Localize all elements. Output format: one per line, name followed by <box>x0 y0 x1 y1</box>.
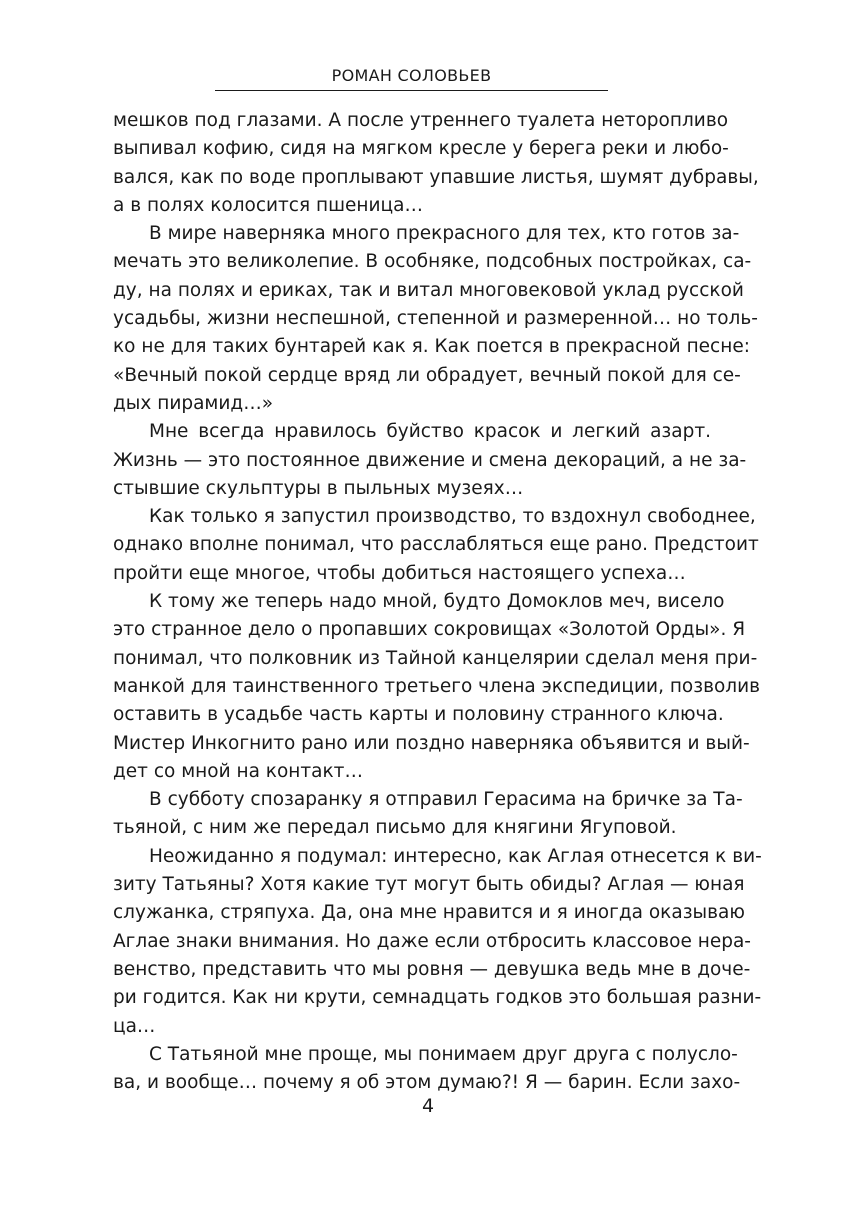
text-line: ва, и вообще… почему я об этом думаю?! Я — барин. Если захо- <box>113 1072 741 1094</box>
text-line: тьяной, с ним же передал письмо для княгини Ягуповой. <box>113 817 677 839</box>
text-line: дет со мной на контакт… <box>113 760 363 782</box>
text-line: выпивал кофию, сидя на мягком кресле у берега реки и любо- <box>113 138 729 160</box>
text-line: «Вечный покой сердце вряд ли обрадует, вечный покой для се- <box>113 364 741 386</box>
text-line: дых пирамид…» <box>113 392 274 414</box>
text-line: венство, представить что мы ровня — девушка ведь мне в доче- <box>113 958 751 980</box>
text-line: Неожиданно я подумал: интересно, как Аглая отнесется к ви- <box>149 845 762 867</box>
text-line: это странное дело о пропавших сокровищах «Золотой Орды». Я <box>113 619 746 641</box>
text-line: ко не для таких бунтарей как я. Как поется в прекрасной песне: <box>113 336 750 358</box>
text-line: стывшие скульптуры в пыльных музеях… <box>113 477 524 499</box>
text-line: однако вполне понимал, что расслабляться еще рано. Предстоит <box>113 534 759 556</box>
header-rule <box>215 90 608 91</box>
text-line: пройти еще многое, чтобы добиться настоящего успеха… <box>113 562 686 584</box>
text-line: зиту Татьяны? Хотя какие тут могут быть обиды? Аглая — юная <box>113 874 745 896</box>
text-line: мечать это великолепие. В особняке, подсобных постройках, са- <box>113 251 752 273</box>
text-line: Как только я запустил производство, то вздохнул свободнее, <box>149 506 756 528</box>
page-number: 4 <box>421 1095 435 1117</box>
text-line: ри годится. Как ни крути, семнадцать годков это большая разни- <box>113 987 762 1009</box>
text-line: Мистер Инкогнито рано или поздно наверняка объявится и вый- <box>113 732 750 754</box>
text-line: В мире наверняка много прекрасного для тех, кто готов за- <box>149 223 740 245</box>
text-line: К тому же теперь надо мной, будто Домоклов меч, висело <box>149 591 725 613</box>
text-line: ца… <box>113 1015 156 1037</box>
text-line: мешков под глазами. А после утреннего туалета неторопливо <box>113 110 729 131</box>
text-line: оставить в усадьбе часть карты и половину странного ключа. <box>113 704 724 726</box>
text-line: Мне всегда нравилось буйство красок и легкий азарт. <box>149 421 711 443</box>
text-line: Аглае знаки внимания. Но даже если отбросить классовое нера- <box>113 930 751 952</box>
text-line: манкой для таинственного третьего члена экспедиции, позволив <box>113 675 761 697</box>
body-text <box>113 107 762 1097</box>
text-line: В субботу спозаранку я отправил Герасима на бричке за Та- <box>149 789 743 811</box>
text-line: вался, как по воде проплывают упавшие листья, шумят дубравы, <box>113 166 759 188</box>
text-line: усадьбы, жизни неспешной, степенной и размеренной… но толь- <box>113 308 758 330</box>
text-line: служанка, стряпуха. Да, она мне нравится и я иногда оказываю <box>113 902 745 924</box>
text-line: понимал, что полковник из Тайной канцелярии сделал меня при- <box>113 647 758 669</box>
text-line: Жизнь — это постоянное движение и смена декораций, а не за- <box>113 449 747 471</box>
text-line: а в полях колосится пшеница… <box>113 194 423 216</box>
running-head: РОМАН СОЛОВЬЕВ <box>331 66 492 85</box>
text-line: ду, на полях и ериках, так и витал многовековой уклад русской <box>113 279 744 301</box>
text-line: С Татьяной мне проще, мы понимаем друг друга с полусло- <box>149 1043 738 1065</box>
